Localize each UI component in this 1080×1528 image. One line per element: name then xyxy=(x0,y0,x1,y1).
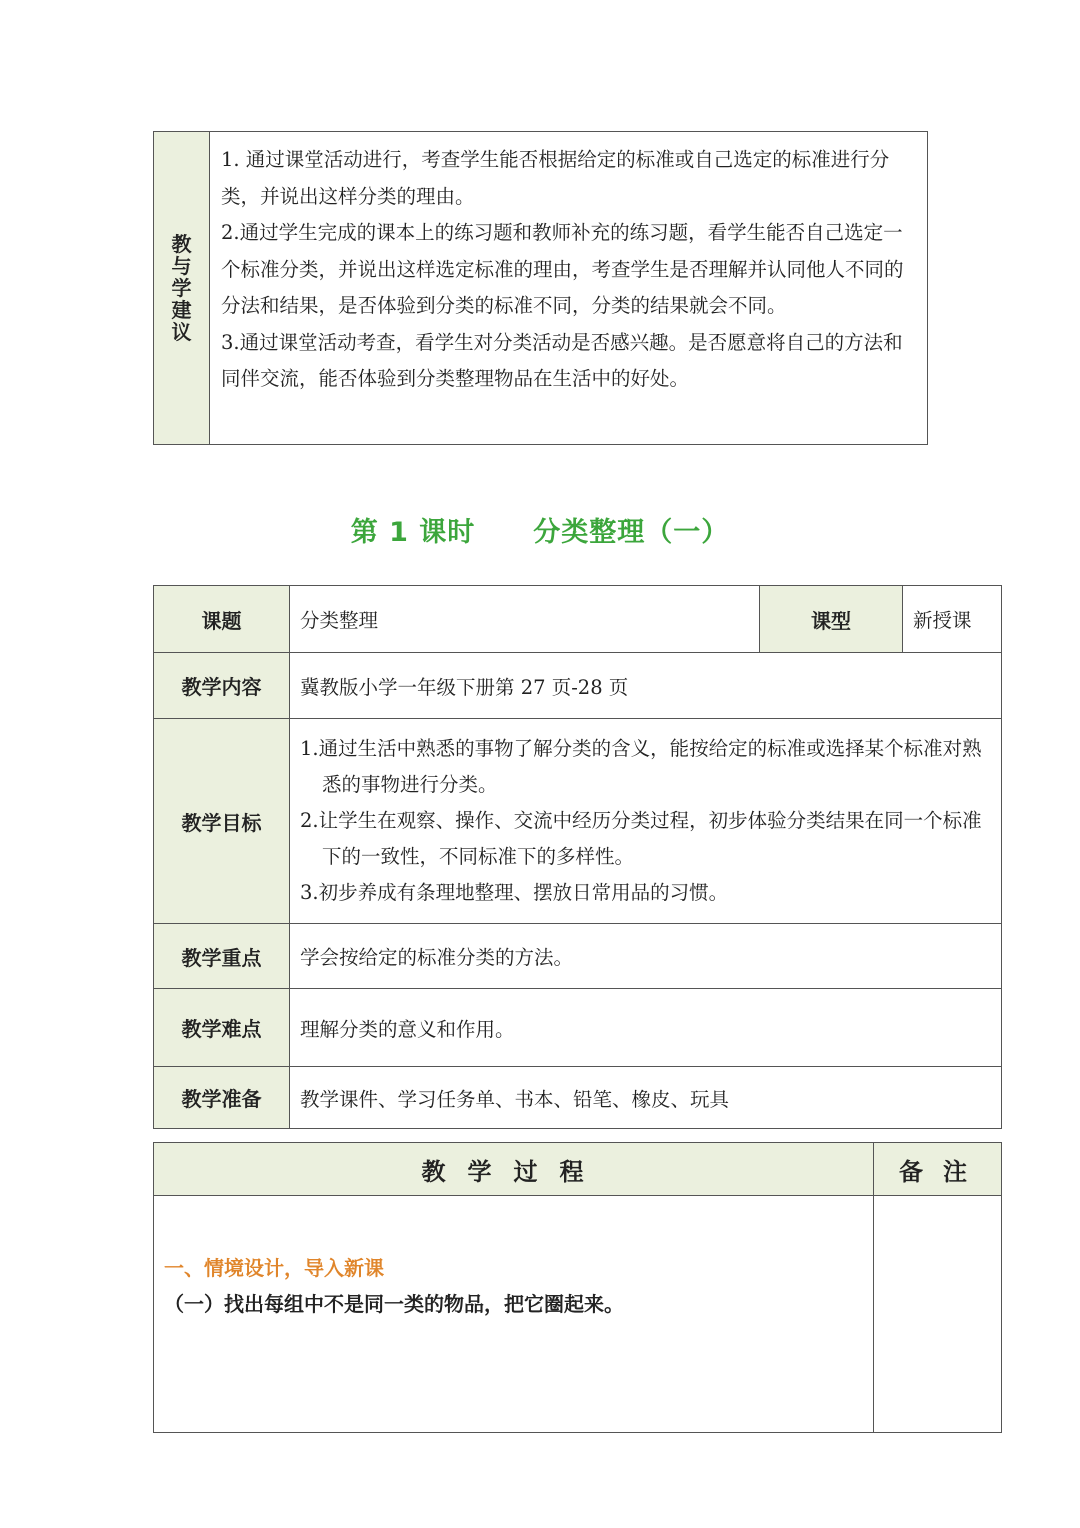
goals-list xyxy=(290,719,1002,924)
suggestion-paragraph-3: 3.通过课堂活动考查，看学生对分类活动是否感兴趣。是否愿意将自己的方法和同伴交流，能否体验到分类整理物品在生活中的好处。 xyxy=(221,330,903,390)
key-point-label: 教学重点 xyxy=(154,924,290,989)
topic-label: 课题 xyxy=(154,586,290,653)
notes-body xyxy=(874,1196,1002,1433)
preparation-label: 教学准备 xyxy=(154,1067,290,1129)
process-body xyxy=(154,1196,874,1433)
goals-label: 教学目标 xyxy=(154,719,290,924)
goal-item-1: 1.通过生活中熟悉的事物了解分类的含义，能按给定的标准或选择某个标准对熟悉的事物进行分类。 xyxy=(300,737,982,796)
goal-item-2: 2.让学生在观察、操作、交流中经历分类过程，初步体验分类结果在同一个标准下的一致性，不同标准下的多样性。 xyxy=(300,809,982,868)
sub-heading: （一）找出每组中不是同一类的物品，把它圈起来。 xyxy=(164,1292,624,1316)
lesson-name: 分类整理（一） xyxy=(533,517,730,548)
content-label: 教学内容 xyxy=(154,653,290,719)
preparation-value: 教学课件、学习任务单、书本、铅笔、橡皮、玩具 xyxy=(290,1067,1002,1129)
notes-header: 备注 xyxy=(874,1143,1002,1196)
type-value: 新授课 xyxy=(903,586,1002,653)
difficulty-value: 理解分类的意义和作用。 xyxy=(290,989,1002,1067)
lesson-number: 第 1 课时 xyxy=(350,517,476,548)
process-header: 教学过程 xyxy=(154,1143,874,1196)
goal-item-3: 3.初步养成有条理地整理、摆放日常用品的习惯。 xyxy=(300,881,729,904)
suggestions-body xyxy=(210,132,928,445)
content-value: 冀教版小学一年级下册第 27 页-28 页 xyxy=(290,653,1002,719)
suggestions-side-label: 教与学建议 xyxy=(154,132,210,445)
key-point-value: 学会按给定的标准分类的方法。 xyxy=(290,924,1002,989)
suggestions-table xyxy=(153,131,928,445)
teaching-process-table xyxy=(153,1142,1002,1433)
topic-value: 分类整理 xyxy=(290,586,760,653)
lesson-info-table xyxy=(153,585,1002,1129)
suggestion-paragraph-1: 1. 通过课堂活动进行，考查学生能否根据给定的标准或自己选定的标准进行分类，并说出这样分类的理由。 xyxy=(221,148,890,208)
difficulty-label: 教学难点 xyxy=(154,989,290,1067)
section-heading: 一、情境设计，导入新课 xyxy=(164,1256,384,1280)
suggestion-paragraph-2: 2.通过学生完成的课本上的练习题和教师补充的练习题，看学生能否自己选定一个标准分类，并说出这样选定标准的理由，考查学生是否理解并认同他人不同的分法和结果，是否体验到分类的标准不同，分类的结果就会不同。 xyxy=(221,221,904,317)
type-label: 课型 xyxy=(760,586,903,653)
lesson-title xyxy=(0,510,1080,549)
